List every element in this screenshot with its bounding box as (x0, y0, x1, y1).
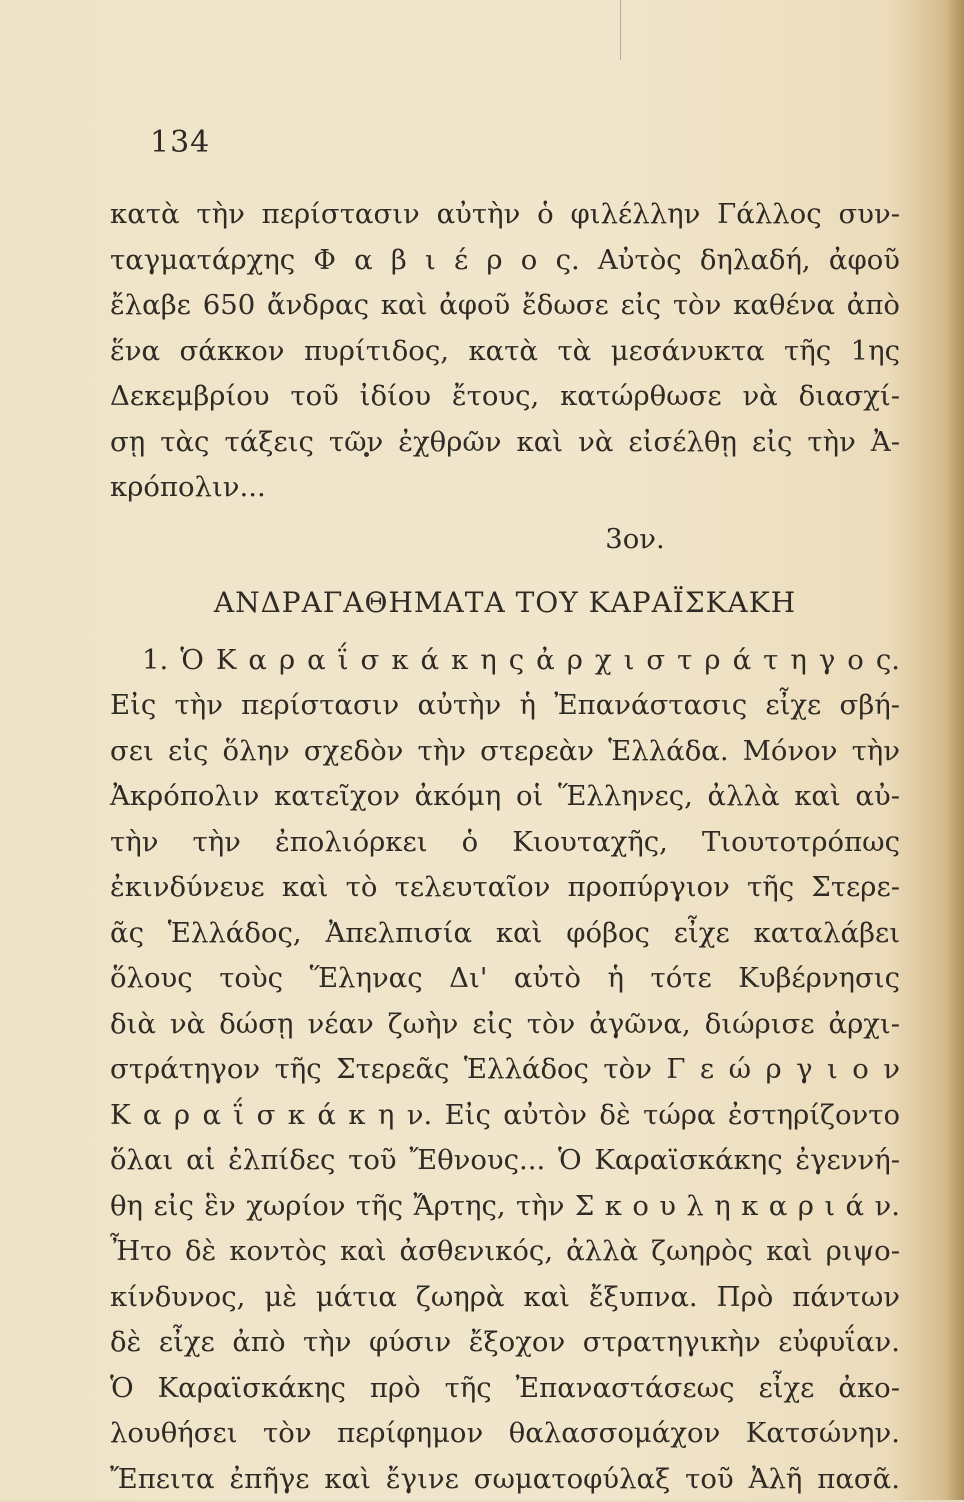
text-line: Ἦτο δὲ κοντὸς καὶ ἀσθενικός, ἀλλὰ ζωηρὸς καὶ ριψο- (110, 1229, 900, 1275)
text-line: Εἰς τὴν περίστασιν αὐτὴν ἡ Ἐπανάστασις εἶχε σβή- (110, 683, 900, 729)
text-line: Ἔπειτα ἐπῆγε καὶ ἔγινε σωματοφύλαξ τοῦ Ἀλῆ πασᾶ. (110, 1457, 900, 1502)
text-line: δὲ εἶχε ἀπὸ τὴν φύσιν ἔξοχον στρατηγικὴν εὐφυΐαν. (110, 1320, 900, 1366)
text-line: ὅλους τοὺς Ἕληνας Δι' αὐτὸ ἡ τότε Κυβέρνησις (110, 956, 900, 1002)
page-text (110, 192, 900, 1502)
text-line: διὰ νὰ δώσῃ νέαν ζωὴν εἰς τὸν ἀγῶνα, διώρισε ἀρχι- (110, 1002, 900, 1048)
text-line: στράτηγον τῆς Στερεᾶς Ἑλλάδος τὸν Γ ε ώ ρ γ ι ο ν (110, 1047, 900, 1093)
text-line: Ὁ Καραϊσκάκης πρὸ τῆς Ἐπαναστάσεως εἶχε ἀκο- (110, 1366, 900, 1412)
paragraph-heading-line: 1. Ὁ Κ α ρ α ΐ σ κ ά κ η ς ἀ ρ χ ι σ τ ρ ά τ η γ ο ς. (110, 638, 900, 684)
section-number: 3ον. (110, 517, 900, 563)
text-line: ὅλαι αἱ ἐλπίδες τοῦ Ἔθνους... Ὁ Καραϊσκάκης ἐγεννή- (110, 1138, 900, 1184)
text-line: Δεκεμβρίου τοῦ ἰδίου ἔτους, κατώρθωσε νὰ διασχί- (110, 374, 900, 420)
page-number: 134 (150, 125, 210, 160)
text-line: σει εἰς ὅλην σχεδὸν τὴν στερεὰν Ἑλλάδα. Μόνον τὴν (110, 729, 900, 775)
text-line: ἕνα σάκκον πυρίτιδος, κατὰ τὰ μεσάνυκτα τῆς 1ης (110, 329, 900, 375)
text-line: κρόπολιν... (110, 465, 900, 511)
text-line: τὴν τὴν ἐπολιόρκει ὁ Κιουταχῆς, Τιουτοτρόπως (110, 820, 900, 866)
text-line: ἐκινδύνευε καὶ τὸ τελευταῖον προπύργιον τῆς Στερε- (110, 865, 900, 911)
page-edge-shadow (946, 0, 964, 1500)
text-line: κίνδυνος, μὲ μάτια ζωηρὰ καὶ ἔξυπνα. Πρὸ πάντων (110, 1275, 900, 1321)
text-line: ᾶς Ἑλλάδος, Ἀπελπισία καὶ φόβος εἶχε καταλάβει (110, 911, 900, 957)
section-title: ΑΝΔΡΑΓΑΘΗΜΑΤΑ ΤΟΥ ΚΑΡΑΪΣΚΑΚΗ (110, 580, 900, 626)
page-crease (620, 0, 621, 60)
text-line: ταγματάρχης Φ α β ι έ ρ ο ς. Αὐτὸς δηλαδή, ἀφοῦ (110, 238, 900, 284)
text-line: κατὰ τὴν περίστασιν αὐτὴν ὁ φιλέλλην Γάλλος συν- (110, 192, 900, 238)
text-line: Ἀκρόπολιν κατεῖχον ἀκόμη οἱ Ἕλληνες, ἀλλὰ καὶ αὐ- (110, 774, 900, 820)
text-line: σῃ τὰς τάξεις τῶν ἐχθρῶν καὶ νὰ εἰσέλθῃ εἰς τὴν Ἀ- (110, 420, 900, 466)
text-line: Κ α ρ α ΐ σ κ ά κ η ν. Εἰς αὐτὸν δὲ τώρα ἐστηρίζοντο (110, 1093, 900, 1139)
text-line: λουθήσει τὸν περίφημον θαλασσομάχον Κατσώνην. (110, 1411, 900, 1457)
text-line: ἔλαβε 650 ἄνδρας καὶ ἀφοῦ ἔδωσε εἰς τὸν καθένα ἀπὸ (110, 283, 900, 329)
text-line: θη εἰς ἓν χωρίον τῆς Ἄρτης, τὴν Σ κ ο υ λ η κ α ρ ι ά ν. (110, 1184, 900, 1230)
